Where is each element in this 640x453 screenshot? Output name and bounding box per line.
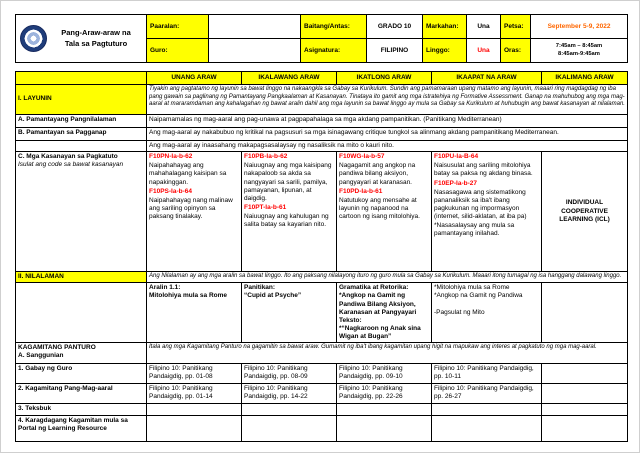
gabay-label: 1. Gabay ng Guro xyxy=(16,364,147,384)
melc-text: Nasasagawa ang sistematikong pananaliksik sa iba't ibang pagkukunan ng impormasyon (internet, silid-aklatan, at iba pa) xyxy=(434,188,527,220)
melc-text: Naiuugnay ang kahulugan ng salita batay sa kayarian nito. xyxy=(244,213,329,229)
lesson-log-table xyxy=(15,71,628,442)
melc-code: F10WG-Ia-b-57 xyxy=(339,153,385,161)
melc-code: F10PU-Ia-B-64 xyxy=(434,153,479,161)
petsa-value: September 5-9, 2022 xyxy=(531,15,628,39)
teksbuk-day3 xyxy=(337,404,432,416)
gabay-day1: Filipino 10: Panitikang Pandaigdig, pp. 01-08 xyxy=(147,364,242,384)
header-info-table xyxy=(15,14,628,63)
kasanayan-row xyxy=(16,152,628,272)
aralin-label-empty xyxy=(16,283,147,343)
kagamitan-row xyxy=(16,343,628,364)
kasanayan-day3-cell xyxy=(337,152,432,272)
pagganap-label: B. Pamantayan sa Pagganap xyxy=(16,128,147,141)
pangmagaaral-day4: Filipino 10: Panitikang Pandaigdig, pp. 26-27 xyxy=(432,384,542,404)
day-header-empty-cell xyxy=(16,72,147,85)
kagamitan-label-cell xyxy=(16,343,147,364)
markahan-value: Una xyxy=(467,15,501,39)
oras-value xyxy=(531,39,628,63)
pangmagaaral-day5 xyxy=(542,384,628,404)
pangnilalaman-text: Naipamamalas ng mag-aaral ang pag-unawa at pagpapahalaga sa mga akdang pampanitikan. (Panitikang Mediterranean) xyxy=(147,115,628,128)
melc-text: Naipahahayag nang malinaw ang sariling opinyon sa paksang tinalakay. xyxy=(149,196,233,220)
pangmagaaral-day3: Filipino 10: Panitikang Pandaigdig, pp. 22-26 xyxy=(337,384,432,404)
gabay-row xyxy=(16,364,628,384)
melc-code: F10PT-Ia-b-61 xyxy=(244,203,287,211)
layunin-row xyxy=(16,85,628,115)
gabay-day2: Filipino 10: Panitikang Pandaigdig, pp. 08-09 xyxy=(242,364,337,384)
teksbuk-day2 xyxy=(242,404,337,416)
melc-code: F10PB-Ia-b-62 xyxy=(244,153,288,161)
baitang-value: GRADO 10 xyxy=(367,15,423,39)
karagdagang-label: 4. Karagdagang Kagamitan mula sa Portal ng Learning Resource xyxy=(16,416,147,442)
aralin-day3: Gramatika at Retorika: *Angkop na Gamit ng Pandiwa Bilang Aksiyon, Karanasan at Pangyayari Teksto: *“Nagkaroon ng Anak sina Wigan at Bugan” xyxy=(337,283,432,343)
day-header-row xyxy=(16,72,628,85)
asignatura-label: Asignatura: xyxy=(301,39,367,63)
gabay-day3: Filipino 10: Panitikang Pandaigdig, pp. 09-10 xyxy=(337,364,432,384)
melc-code: F10PS-Ia-b-64 xyxy=(149,187,192,195)
gabay-day5 xyxy=(542,364,628,384)
linggo-value: Una xyxy=(467,39,501,63)
melc-text: Naisusulat ang sariling mitolohiya batay sa paksa ng akdang binasa. xyxy=(434,162,533,178)
school-seal-icon xyxy=(20,25,47,52)
pangmagaaral-row xyxy=(16,384,628,404)
karagdagang-day1 xyxy=(147,416,242,442)
document-title xyxy=(50,28,142,48)
pangmagaaral-day2: Filipino 10: Panitikang Pandaigdig, pp. 14-22 xyxy=(242,384,337,404)
aralin-day1: Aralin 1.1: Mitolohiya mula sa Rome xyxy=(147,283,242,343)
nilalaman-label: II. NILALAMAN xyxy=(16,272,147,283)
document-title-line2: Tala sa Pagtuturo xyxy=(64,38,128,48)
teksbuk-label: 3. Teksbuk xyxy=(16,404,147,416)
kagamitan-label-1: KAGAMITANG PANTURO xyxy=(18,344,96,352)
kagamitan-description: Itala ang mga Kagamitang Panturo na gagamitin sa bawat araw. Gumamit ng iba't ibang kagamitan upang higit na mapukaw ang interes at pagkatuto ng mga mag-aaral. xyxy=(147,343,628,364)
kasanayan-label-cell xyxy=(16,152,147,272)
linggo-label: Linggo: xyxy=(423,39,467,63)
pangnilalaman-label: A. Pamantayang Pangnilalaman xyxy=(16,115,147,128)
karagdagang-day5 xyxy=(542,416,628,442)
col-header-ikalawang-araw: IKALAWANG ARAW xyxy=(242,72,337,85)
melc-code: F10PD-Ia-b-61 xyxy=(339,187,383,195)
aralin-day4: *Mitolohiya mula sa Rome *Angkop na Gamit ng Pandiwa -Pagsulat ng Mito xyxy=(432,283,542,343)
melc-text: Naipahahayag ang mahahalagang kaisipan sa napakinggan. xyxy=(149,162,227,186)
asignatura-value: FILIPINO xyxy=(367,39,423,63)
aralin-row xyxy=(16,283,628,343)
teksbuk-day4 xyxy=(432,404,542,416)
pagganap-text-2: Ang mag-aaral ay inaasahang makapagsasalaysay ng nasaliksik na mito o kauri nito. xyxy=(147,141,628,152)
layunin-label: I. LAYUNIN xyxy=(16,85,147,115)
melc-text: Natutukoy ang mensahe at layunin ng napanood na cartoon ng isang mitolohiya. xyxy=(339,196,420,220)
melc-code: F10EP-Ia-b-27 xyxy=(434,179,477,187)
col-header-unang-araw: UNANG ARAW xyxy=(147,72,242,85)
teksbuk-day1 xyxy=(147,404,242,416)
nilalaman-description: Ang Nilalaman ay ang mga aralin sa bawat linggo. Ito ang paksang nilalayong ituro ng guro mula sa Gabay sa Kurikulum. Maaari itong tumagal ng isa hanggang dalawang linggo. xyxy=(147,272,628,283)
col-header-ikalimang-araw: IKALIMANG ARAW xyxy=(542,72,628,85)
karagdagang-day2 xyxy=(242,416,337,442)
gabay-day4: Filipino 10: Panitikang Pandaigdig, pp. 10-11 xyxy=(432,364,542,384)
kasanayan-sublabel: Isulat ang code sa bawat kasanayan xyxy=(18,161,124,169)
col-header-ikatlong-araw: IKATLONG ARAW xyxy=(337,72,432,85)
melc-code: F10PN-Ia-b-62 xyxy=(149,153,193,161)
baitang-label: Baitang/Antas: xyxy=(301,15,367,39)
teksbuk-day5 xyxy=(542,404,628,416)
nilalaman-row xyxy=(16,272,628,283)
col-header-ikaapat-na-araw: IKAAPAT NA ARAW xyxy=(432,72,542,85)
karagdagang-day3 xyxy=(337,416,432,442)
kasanayan-label: C. Mga Kasanayan sa Pagkatuto xyxy=(18,153,118,161)
kagamitan-label-2: A. Sanggunian xyxy=(18,352,64,360)
markahan-label: Markahan: xyxy=(423,15,467,39)
logo-title-cell xyxy=(16,15,147,63)
layunin-description: Tiyakin ang pagtatamo ng layunin sa bawat linggo na nakaangkla sa Gabay sa Kurikulum. Sundin ang pamamaraan upang matamo ang layunin, maaari ring magdagdag ng iba pang gawain sa paglinang ng Pamantayang Pangkaalaman at Kasanayan. Tinataya ito gamit ang mga istratehiya ng Formative Assessment. Ganap na mahuhubog ang mga mag-aaral at mararamdaman ang kahalagahan ng bawat aralin dahil ang mga layunin sa bawat linggo ay mula sa Gabay sa Kurikulum at huhubugin ang bawat kasanayan at nilalaman. xyxy=(147,85,628,115)
teksbuk-row xyxy=(16,404,628,416)
oras-line1: 7:45am – 8:45am xyxy=(555,42,603,49)
document-title-line1: Pang-Araw-araw na xyxy=(61,28,131,38)
pagganap-row-2 xyxy=(16,141,628,152)
pangmagaaral-label: 2. Kagamitang Pang-Mag-aaral xyxy=(16,384,147,404)
kasanayan-day2-cell xyxy=(242,152,337,272)
petsa-label: Petsa: xyxy=(501,15,531,39)
guro-value xyxy=(209,39,301,63)
oras-line2: 8:45am-9:45am xyxy=(558,50,600,57)
karagdagang-row xyxy=(16,416,628,442)
karagdagang-day4 xyxy=(432,416,542,442)
kasanayan-day5-cell: INDIVIDUAL COOPERATIVE LEARNING (ICL) xyxy=(542,152,628,272)
oras-label: Oras: xyxy=(501,39,531,63)
melc-text: Nagagamit ang angkop na pandiwa bilang aksiyon, pangyayari at karanasan. xyxy=(339,162,416,186)
guro-label: Guro: xyxy=(147,39,209,63)
aralin-day2: Panitikan: “Cupid at Psyche” xyxy=(242,283,337,343)
paaralan-value xyxy=(209,15,301,39)
pangmagaaral-day1: Filipino 10: Panitikang Pandaigdig, pp. 01-14 xyxy=(147,384,242,404)
aralin-day5 xyxy=(542,283,628,343)
paaralan-label: Paaralan: xyxy=(147,15,209,39)
pagganap-label-empty xyxy=(16,141,147,152)
melc-text: *Nasasalaysay ang mula sa pamantayang inilahad. xyxy=(434,222,515,238)
kasanayan-day4-cell xyxy=(432,152,542,272)
kasanayan-day1-cell xyxy=(147,152,242,272)
melc-text: Naiuugnay ang mga kaisipang nakapaloob sa akda sa nangyayari sa sarili, pamilya, pamayanan, lipunan, at daigdig. xyxy=(244,162,332,202)
pagganap-text-1: Ang mag-aaral ay nakabubuo ng kritikal na pagsusuri sa mga isinagawang critique tungkol sa alinmang akdang pampanitikang Mediterranean. xyxy=(147,128,628,141)
pagganap-row-1 xyxy=(16,128,628,141)
pangnilalaman-row xyxy=(16,115,628,128)
